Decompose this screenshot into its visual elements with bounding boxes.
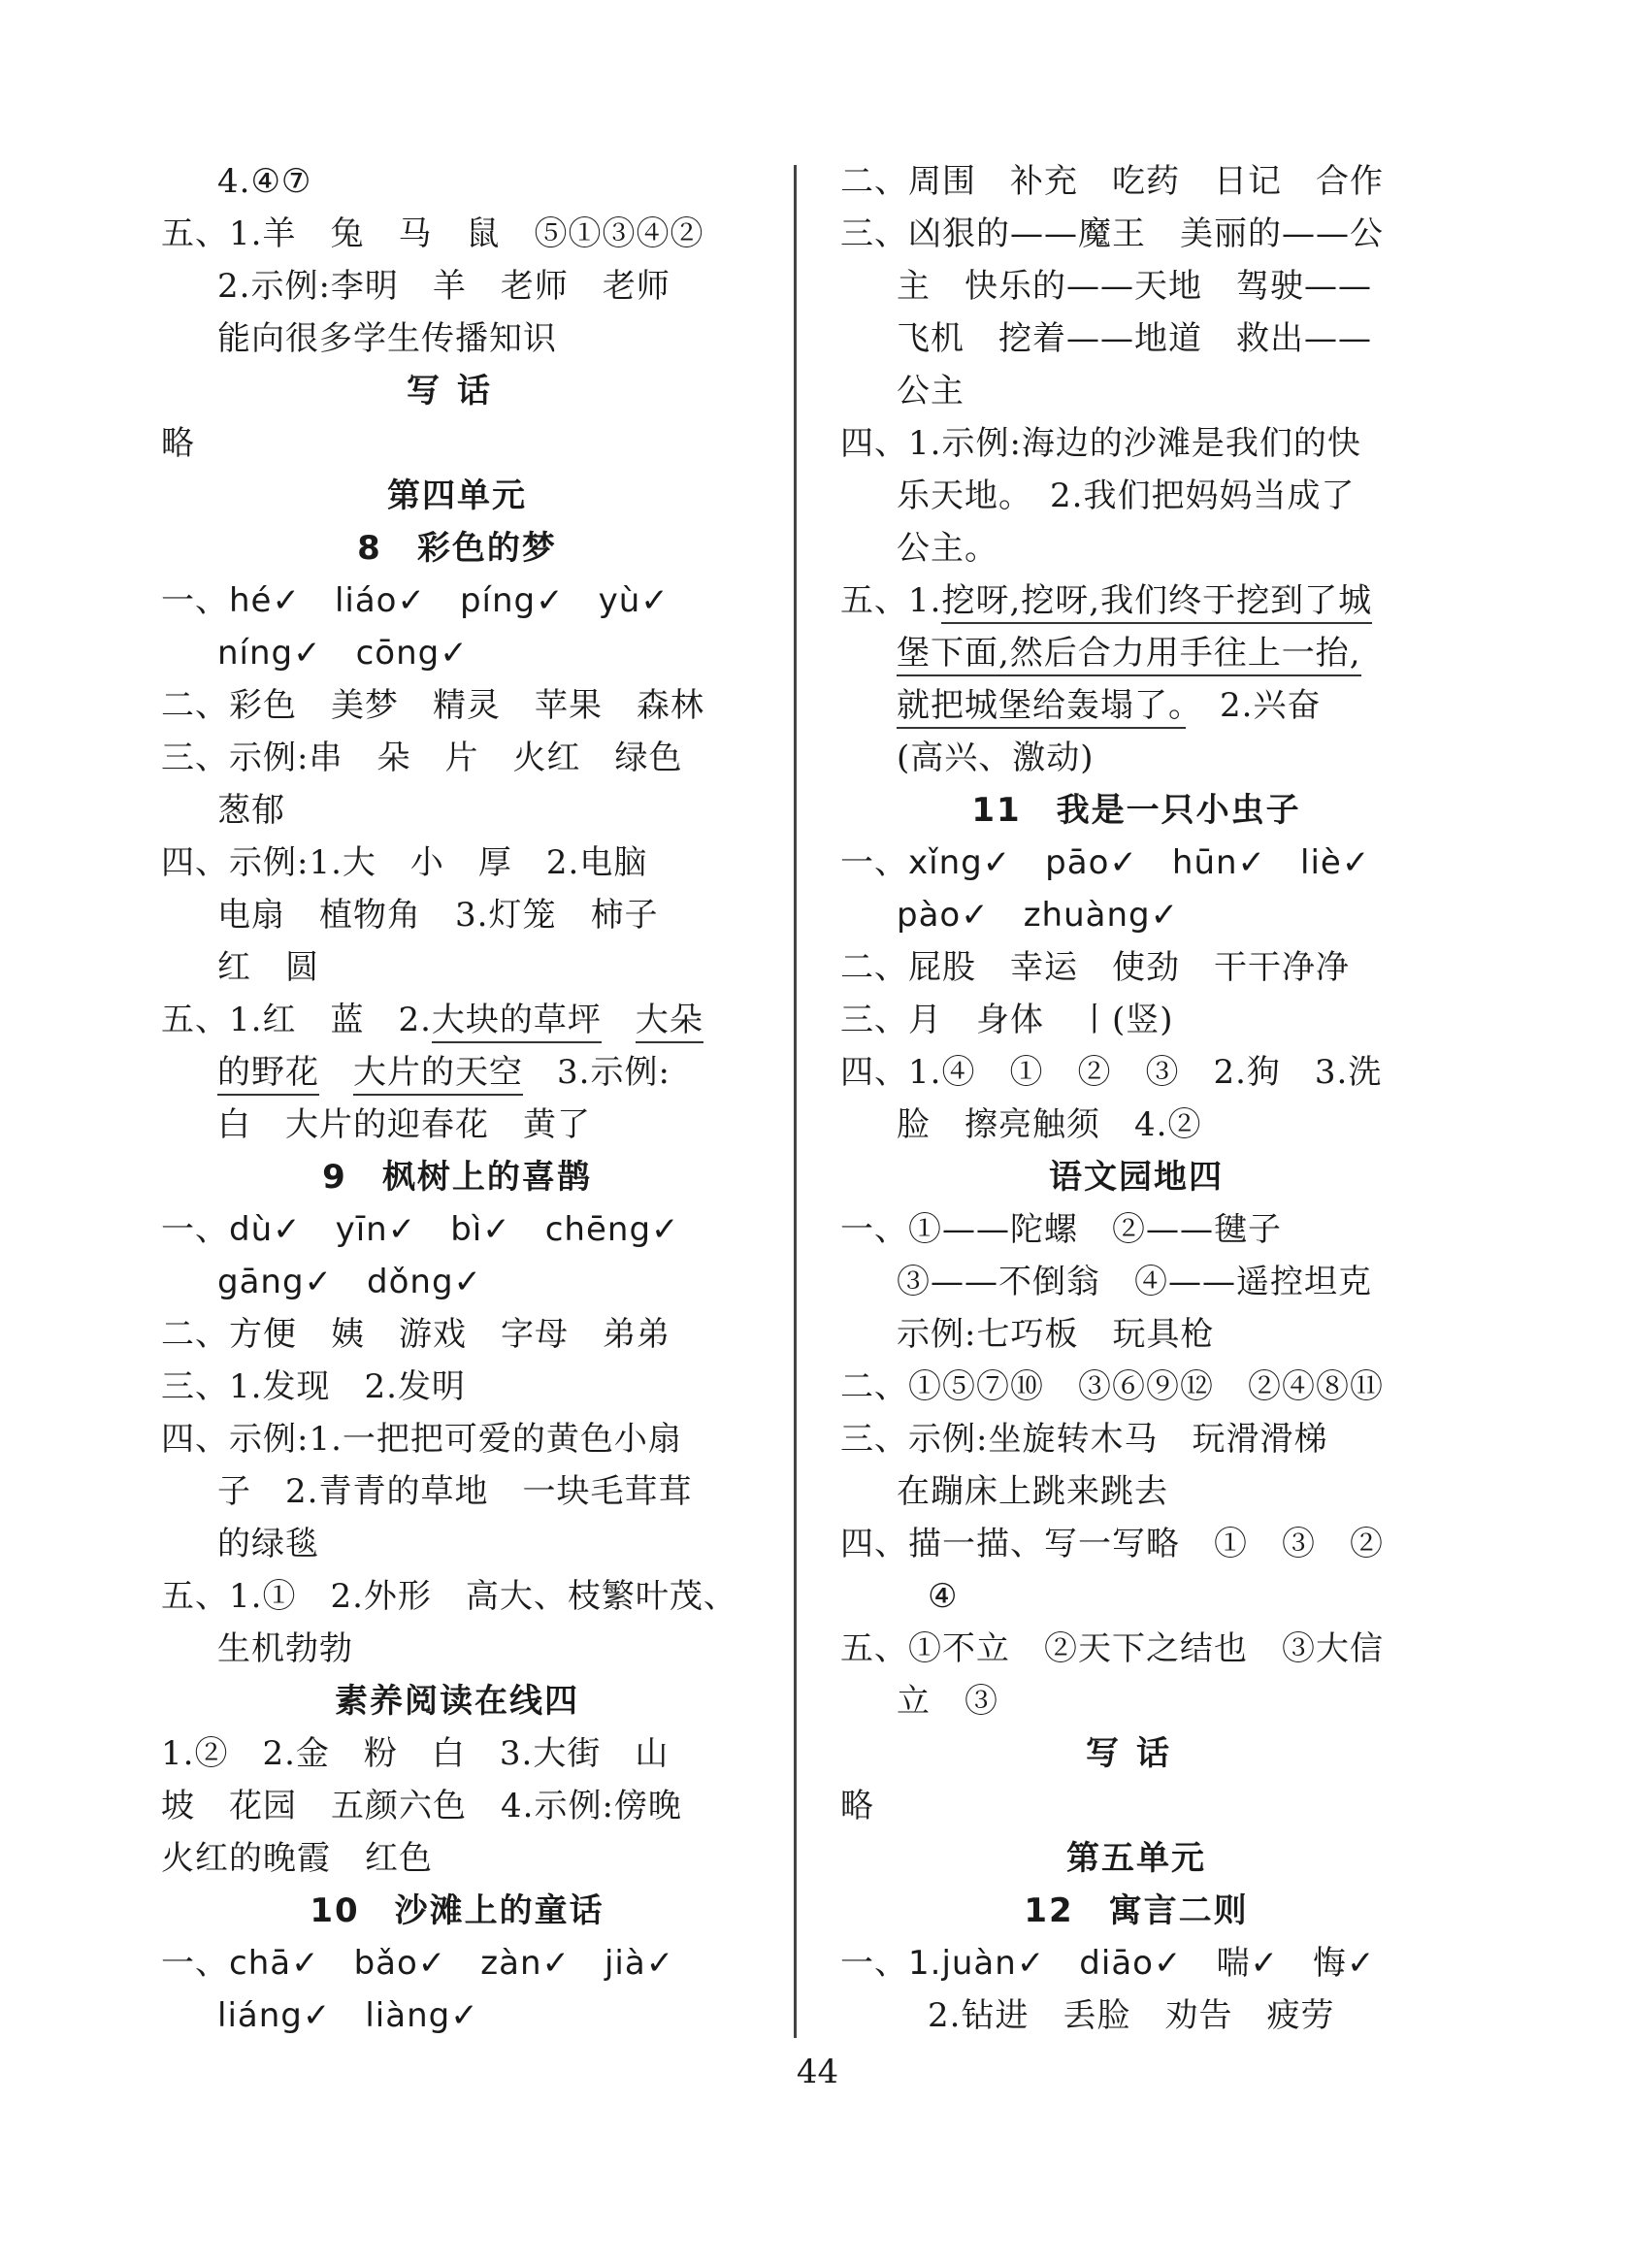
section-heading: 语文园地四 — [1049, 1158, 1224, 1197]
answer-line: 五、1.羊 兔 马 鼠 ⑤①③④② — [161, 214, 704, 253]
section-heading: 10 沙滩上的童话 — [310, 1891, 605, 1930]
answer-line: 五、①不立 ②天下之结也 ③大信 — [840, 1629, 1384, 1668]
answer-line: 四、1.示例:海边的沙滩是我们的快 — [840, 424, 1361, 463]
underlined-text: 大块的草坪 — [432, 1001, 602, 1043]
answer-line: pào✓ zhuàng✓ — [897, 896, 1180, 935]
answer-line: ④ — [928, 1577, 959, 1616]
answer-line: 一、xǐng✓ pāo✓ hūn✓ liè✓ — [840, 843, 1371, 882]
section-heading: 第五单元 — [1066, 1839, 1206, 1878]
underlined-text: 大朵 — [636, 1001, 703, 1043]
answer-line: 一、hé✓ liáo✓ píng✓ yù✓ — [161, 581, 670, 620]
answer-line: 二、屁股 幸运 使劲 干干净净 — [840, 948, 1350, 987]
left-column — [161, 155, 753, 2042]
section-heading: 第四单元 — [387, 477, 527, 515]
section-heading: 11 我是一只小虫子 — [971, 791, 1301, 830]
answer-line — [161, 1046, 753, 1099]
answer-line: 火红的晚霞 红色 — [161, 1839, 433, 1878]
answer-line: 一、dù✓ yīn✓ bì✓ chēng✓ — [161, 1210, 680, 1249]
answer-line: 略 — [840, 1787, 874, 1825]
answer-line: ③——不倒翁 ④——遥控坦克 — [897, 1263, 1372, 1301]
underlined-text: 堡下面,然后合力用手往上一抬, — [897, 634, 1361, 676]
answer-line: 三、示例:坐旋转木马 玩滑滑梯 — [840, 1420, 1328, 1459]
section-heading: 素养阅读在线四 — [335, 1682, 579, 1721]
answer-line: 一、①——陀螺 ②——毽子 — [840, 1210, 1282, 1249]
underlined-text: 大片的天空 — [353, 1053, 523, 1096]
answer-line: 略 — [161, 424, 195, 463]
answer-line: 4.④⑦ — [217, 162, 312, 201]
section-heading: 8 彩色的梦 — [357, 529, 557, 568]
answer-line: 红 圆 — [217, 948, 319, 987]
section-heading: 9 枫树上的喜鹊 — [322, 1158, 592, 1197]
answer-line: 三、1.发现 2.发明 — [161, 1367, 466, 1406]
underlined-text: 挖呀,挖呀,我们终于挖到了城 — [941, 581, 1372, 624]
answer-line — [840, 627, 1432, 679]
answer-line: 白 大片的迎春花 黄了 — [217, 1105, 591, 1144]
answer-line: 立 ③ — [897, 1682, 998, 1721]
answer-line: 四、1.④ ① ② ③ 2.狗 3.洗 — [840, 1053, 1383, 1092]
answer-line: 在蹦床上跳来跳去 — [897, 1472, 1168, 1511]
answer-line: 示例:七巧板 玩具枪 — [897, 1315, 1215, 1354]
answer-line: 子 2.青青的草地 一块毛茸茸 — [217, 1472, 693, 1511]
answer-line: 一、chā✓ bǎo✓ zàn✓ jià✓ — [161, 1944, 675, 1983]
answer-line — [840, 679, 1432, 732]
column-divider — [794, 165, 797, 2038]
answer-line: 乐天地。 2.我们把妈妈当成了 — [897, 477, 1356, 515]
answer-line: 二、彩色 美梦 精灵 苹果 森林 — [161, 686, 704, 725]
answer-line: 能向很多学生传播知识 — [217, 319, 557, 358]
answer-line: 三、示例:串 朵 片 火红 绿色 — [161, 739, 683, 777]
answer-line: 三、凶狠的——魔王 美丽的——公 — [840, 214, 1384, 253]
answer-line: níng✓ cōng✓ — [217, 634, 469, 673]
section-heading: 12 寓言二则 — [1024, 1891, 1249, 1930]
answer-line: 飞机 挖着——地道 救出—— — [897, 319, 1372, 358]
answer-line: 生机勃勃 — [217, 1629, 353, 1668]
text-segment: 五、1.红 蓝 2. — [161, 1001, 432, 1039]
answer-line: 脸 擦亮触须 4.② — [897, 1105, 1202, 1144]
answer-line: 四、示例:1.一把把可爱的黄色小扇 — [161, 1420, 682, 1459]
answer-line: 坡 花园 五颜六色 4.示例:傍晚 — [161, 1787, 682, 1825]
section-heading: 写话 — [1086, 1734, 1187, 1773]
underlined-text: 的野花 — [217, 1053, 319, 1096]
answer-line: 的绿毯 — [217, 1525, 319, 1563]
answer-line: 葱郁 — [217, 791, 285, 830]
text-segment — [319, 1053, 353, 1092]
section-heading: 写话 — [407, 372, 507, 411]
answer-line: (高兴、激动) — [897, 739, 1095, 777]
answer-line — [161, 994, 753, 1046]
page-number: 44 — [796, 2053, 839, 2091]
answer-line: 1.② 2.金 粉 白 3.大街 山 — [161, 1734, 670, 1773]
answer-line: gāng✓ dǒng✓ — [217, 1263, 483, 1301]
answer-line: 二、周围 补充 吃药 日记 合作 — [840, 162, 1384, 201]
answer-line: 二、①⑤⑦⑩ ③⑥⑨⑫ ②④⑧⑪ — [840, 1367, 1384, 1406]
answer-line: 四、描一描、写一写略 ① ③ ② — [840, 1525, 1384, 1563]
answer-line: 一、1.juàn✓ diāo✓ 喘✓ 悔✓ — [840, 1944, 1376, 1983]
text-segment: 3.示例: — [523, 1053, 670, 1092]
answer-line: 2.钻进 丢脸 劝告 疲劳 — [928, 1996, 1335, 2035]
answer-line: 五、1.① 2.外形 高大、枝繁叶茂、 — [161, 1577, 737, 1616]
answer-line — [840, 575, 1432, 627]
text-segment — [602, 1001, 636, 1039]
answer-line: 二、方便 姨 游戏 字母 弟弟 — [161, 1315, 670, 1354]
answer-line: 2.示例:李明 羊 老师 老师 — [217, 267, 670, 306]
answer-line: 主 快乐的——天地 驾驶—— — [897, 267, 1372, 306]
text-segment: 2.兴奋 — [1186, 686, 1322, 725]
answer-line: 电扇 植物角 3.灯笼 柿子 — [217, 896, 659, 935]
answer-line: 三、月 身体 丨(竖) — [840, 1001, 1174, 1039]
underlined-text: 就把城堡给轰塌了。 — [897, 686, 1186, 729]
answer-line: 公主 — [897, 372, 965, 411]
answer-line: liáng✓ liàng✓ — [217, 1996, 479, 2035]
answer-line: 四、示例:1.大 小 厚 2.电脑 — [161, 843, 648, 882]
right-column — [840, 155, 1432, 2042]
answer-line: 公主。 — [897, 529, 998, 568]
text-segment: 五、1. — [840, 581, 942, 620]
